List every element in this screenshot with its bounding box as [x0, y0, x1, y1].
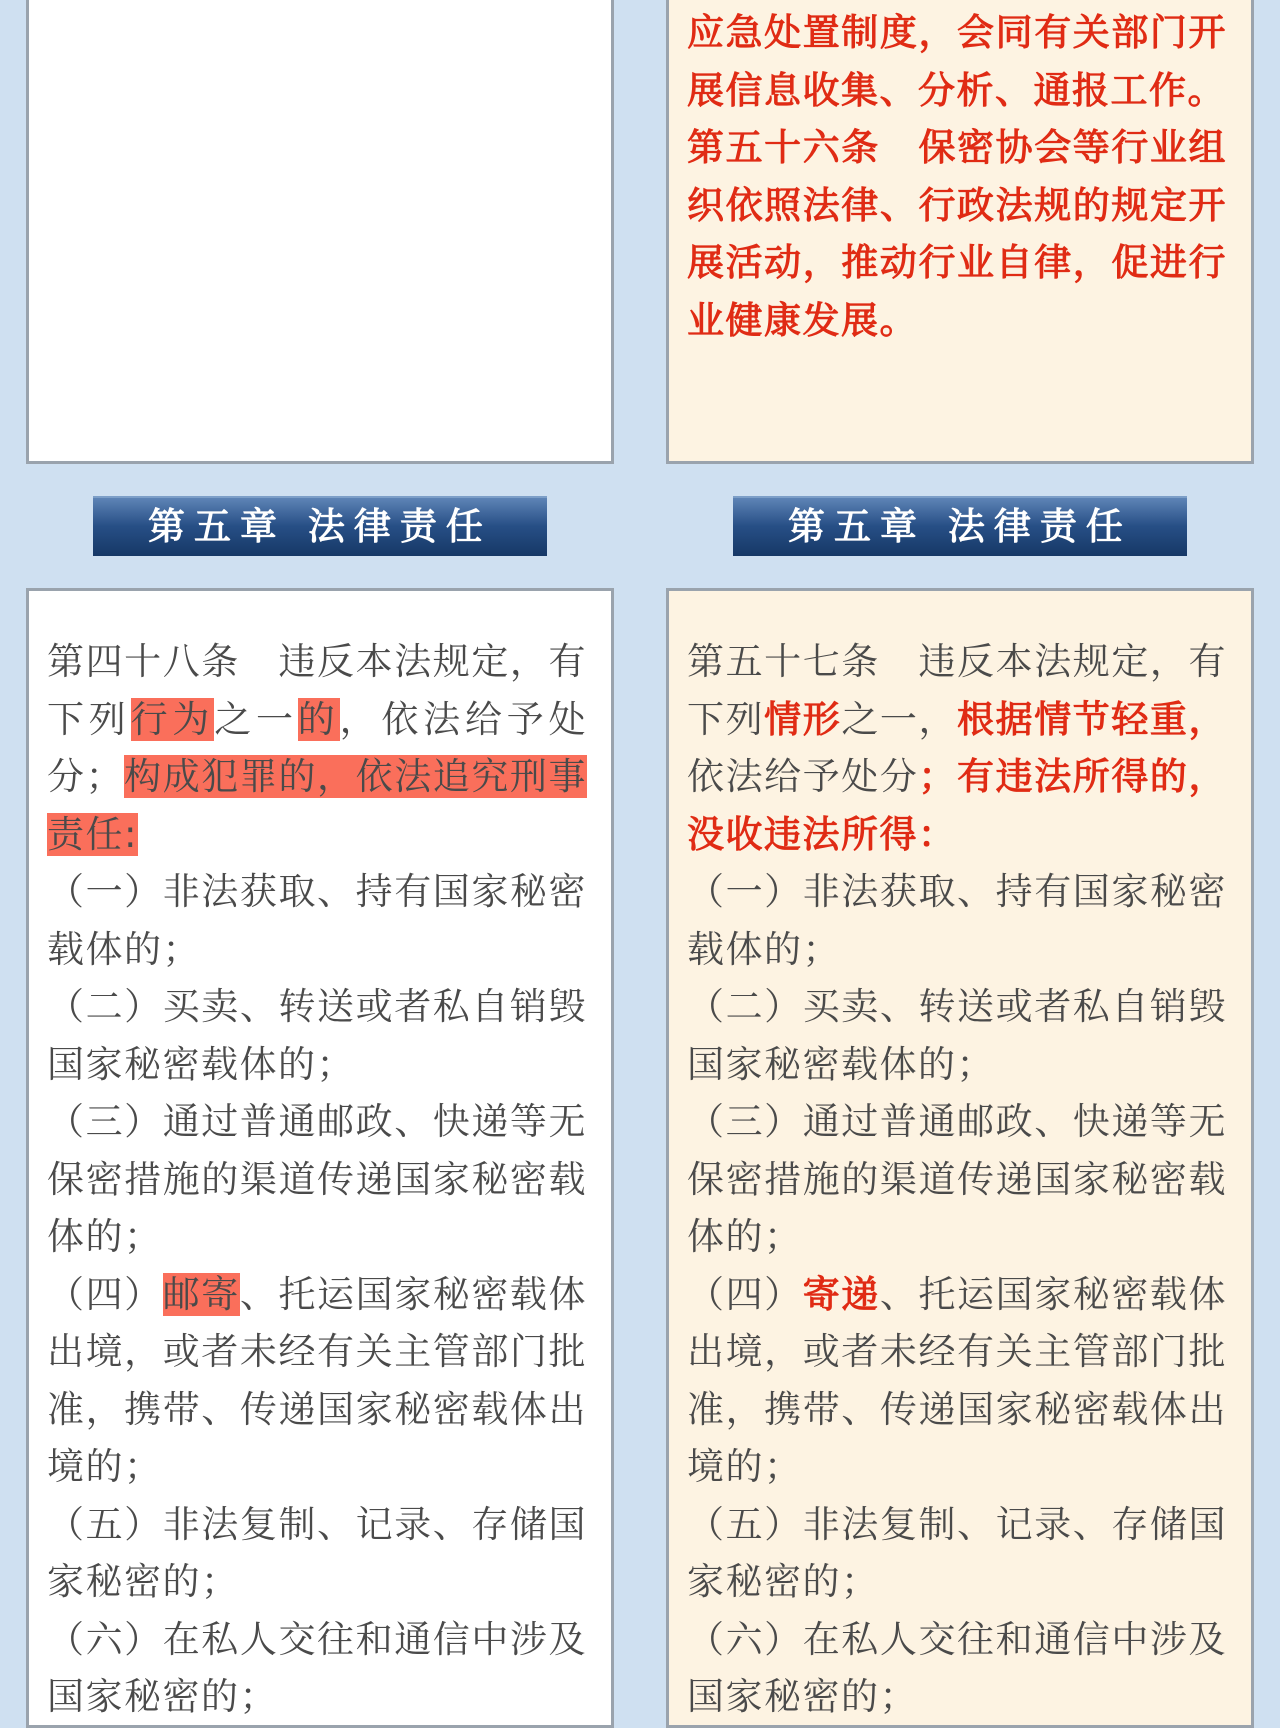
new-item-3: （三）通过普通邮政、快递等无保密措施的渠道传递国家秘密载体的； — [687, 1100, 1227, 1258]
old-item-4 — [47, 1266, 587, 1496]
new-law-panel — [666, 588, 1254, 1728]
highlight-de: 的 — [297, 697, 340, 741]
new-item-4-prefix: （四） — [687, 1272, 803, 1316]
article-57-intro — [687, 633, 1227, 863]
article-56: 第五十六条 保密协会等行业组织依照法律、行政法规的规定开展活动，推动行业自律，促进行业健康发展。 — [687, 126, 1227, 342]
old-item-1: （一）非法获取、持有国家秘密载体的； — [47, 870, 587, 971]
red-qingxing: 情形 — [764, 697, 842, 741]
new-item-4 — [687, 1266, 1227, 1496]
red-jidi: 寄递 — [802, 1272, 880, 1316]
old-item-3: （三）通过普通邮政、快递等无保密措施的渠道传递国家秘密载体的； — [47, 1100, 587, 1258]
article-55-tail: 应急处置制度，会同有关部门开展信息收集、分析、通报工作。 — [687, 11, 1227, 112]
highlight-criminal-liability: 构成犯罪的，依法追究刑事责任: — [47, 755, 588, 856]
new-item-6: （六）在私人交往和通信中涉及国家秘密的； — [687, 1617, 1227, 1718]
article-57-text-3: 依法给予处分 — [687, 755, 919, 798]
article-48-text-2: 之一 — [214, 697, 298, 741]
article-57-text-2: 之一， — [841, 697, 958, 741]
article-48-text-3: ，依法给予处分； — [47, 697, 588, 798]
old-item-4-rest: 、托运国家秘密载体出境，或者未经有关主管部门批准，携带、传递国家秘密载体出境的； — [47, 1272, 588, 1488]
old-item-5: （五）非法复制、记录、存储国家秘密的； — [47, 1502, 587, 1603]
article-48-text-1: 第四十八条 违反本法规定，有下列 — [47, 640, 587, 741]
highlight-youji: 邮寄 — [162, 1272, 240, 1316]
red-illegal-gains: ；有违法所得的，没收违法所得： — [687, 755, 1228, 856]
new-law-article-57 — [687, 633, 1227, 1726]
old-law-panel-top — [26, 0, 614, 464]
old-item-2: （二）买卖、转送或者私自销毁国家秘密载体的； — [47, 985, 587, 1086]
new-item-1: （一）非法获取、持有国家秘密载体的； — [687, 870, 1227, 971]
old-item-4-prefix: （四） — [47, 1272, 163, 1316]
old-law-article-48 — [47, 633, 587, 1726]
new-item-4-rest: 、托运国家秘密载体出境，或者未经有关主管部门批准，携带、传递国家秘密载体出境的； — [687, 1272, 1228, 1488]
article-57-text-1: 第五十七条 违反本法规定，有下列 — [687, 640, 1227, 741]
new-law-panel-top — [666, 0, 1254, 464]
old-item-6: （六）在私人交往和通信中涉及国家秘密的； — [47, 1617, 587, 1718]
new-item-2: （二）买卖、转送或者私自销毁国家秘密载体的； — [687, 985, 1227, 1086]
new-law-top-text — [687, 4, 1227, 349]
old-law-panel — [26, 588, 614, 1728]
new-item-5: （五）非法复制、记录、存储国家秘密的； — [687, 1502, 1227, 1603]
highlight-xingwei: 行为 — [130, 697, 215, 741]
red-severity: 根据情节轻重， — [957, 697, 1228, 741]
chapter-banner-left: 第五章 法律责任 — [93, 496, 547, 556]
article-48-intro — [47, 633, 587, 863]
chapter-banner-right: 第五章 法律责任 — [733, 496, 1187, 556]
